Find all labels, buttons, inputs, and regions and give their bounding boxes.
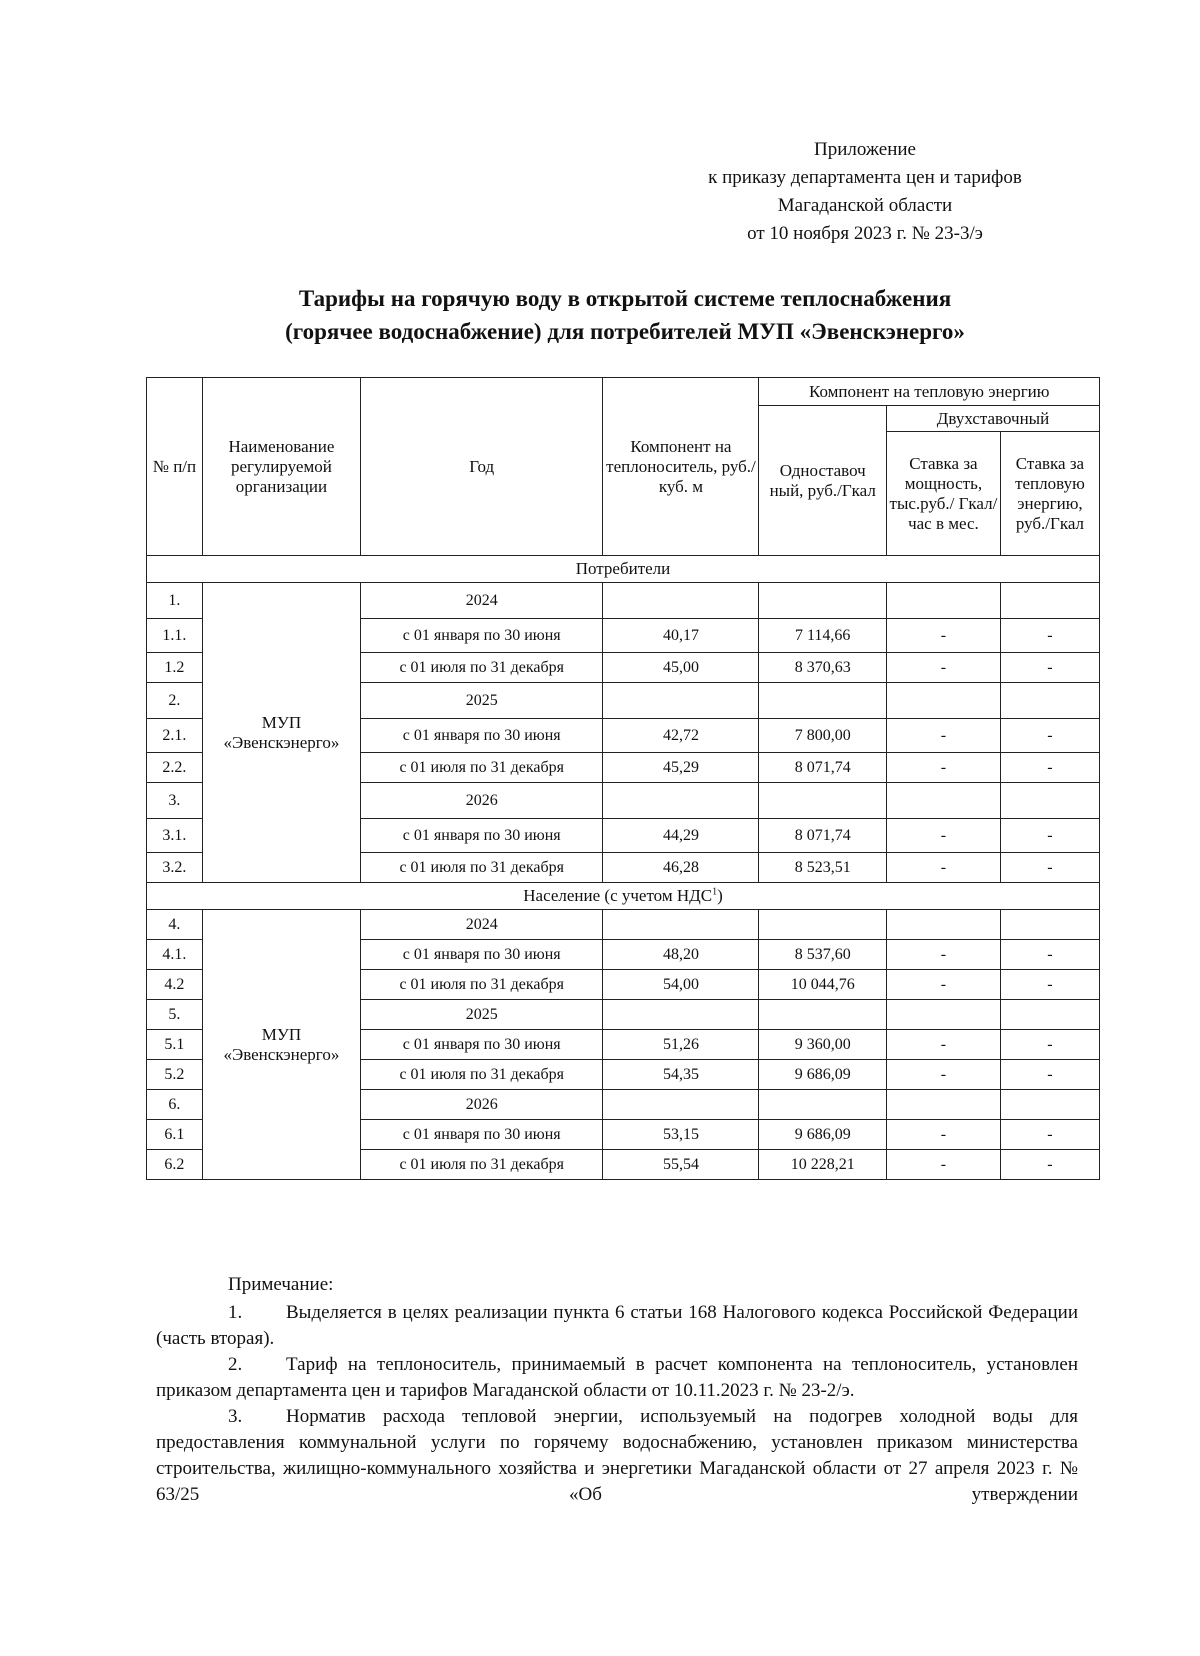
one-rate-value: 7 114,66 [759,619,887,653]
one-rate-value: 9 360,00 [759,1030,887,1060]
group-header-row [147,883,1100,910]
energy-rate-value [1000,1090,1099,1120]
carrier-value: 44,29 [603,819,759,853]
energy-rate-value: - [1000,753,1099,783]
header-organization: Наименование регулируемой организации [202,378,360,556]
energy-rate-value [1000,910,1099,940]
row-number: 2.2. [147,753,203,783]
energy-rate-value: - [1000,940,1099,970]
period-cell: с 01 июля по 31 декабря [360,853,602,883]
header-energy-rate: Ставка за тепловую энергию, руб./Гкал [1000,432,1099,556]
notes-section [156,1272,1078,1508]
note-item [156,1404,1078,1508]
capacity-rate-value [887,1090,1001,1120]
year-row [147,910,1100,940]
year-cell: 2025 [360,1000,602,1030]
carrier-value [603,1090,759,1120]
table-body [147,556,1100,1180]
period-cell: с 01 июля по 31 декабря [360,1150,602,1180]
row-number: 3.1. [147,819,203,853]
period-cell: с 01 января по 30 июня [360,1120,602,1150]
period-cell: с 01 января по 30 июня [360,1030,602,1060]
row-number: 5.1 [147,1030,203,1060]
notes-heading: Примечание: [228,1274,334,1295]
appendix-line-2: к приказу департамента цен и тарифов [708,167,1022,188]
carrier-value: 51,26 [603,1030,759,1060]
row-number: 1. [147,583,203,619]
one-rate-value: 10 044,76 [759,970,887,1000]
note-item [156,1300,1078,1352]
energy-rate-value [1000,583,1099,619]
period-cell: с 01 января по 30 июня [360,619,602,653]
header-year: Год [360,378,602,556]
row-number: 4. [147,910,203,940]
capacity-rate-value: - [887,619,1001,653]
carrier-value [603,783,759,819]
energy-rate-value: - [1000,1030,1099,1060]
one-rate-value: 8 071,74 [759,753,887,783]
header-heat-component: Компонент на тепловую энергию [759,378,1100,406]
year-cell: 2026 [360,783,602,819]
capacity-rate-value: - [887,819,1001,853]
appendix-line-1: Приложение [814,139,916,160]
group-label [147,883,1100,910]
carrier-value: 45,00 [603,653,759,683]
energy-rate-value [1000,683,1099,719]
row-number: 5. [147,1000,203,1030]
carrier-value: 40,17 [603,619,759,653]
group-label-text: Население (с учетом НДС [523,886,713,905]
period-cell: с 01 января по 30 июня [360,719,602,753]
note-text: Норматив расхода тепловой энергии, используемый на подогрев холодной воды для предоставления коммунальной услуги по горячему водоснабжению, установлен приказом министерства строительства, жилищно-коммунального хозяйства и энергетики Магаданской области от 27 апреля 2023 г. № 63/25 «Об утверждении [156,1406,1078,1505]
one-rate-value [759,683,887,719]
carrier-value: 53,15 [603,1120,759,1150]
table-header [147,378,1100,556]
capacity-rate-value [887,783,1001,819]
energy-rate-value [1000,783,1099,819]
carrier-value [603,683,759,719]
one-rate-value: 8 537,60 [759,940,887,970]
one-rate-value: 7 800,00 [759,719,887,753]
row-number: 6.1 [147,1120,203,1150]
carrier-value: 46,28 [603,853,759,883]
row-number: 4.2 [147,970,203,1000]
row-number: 3. [147,783,203,819]
capacity-rate-value [887,910,1001,940]
capacity-rate-value: - [887,970,1001,1000]
capacity-rate-value [887,1000,1001,1030]
carrier-value [603,583,759,619]
energy-rate-value: - [1000,1150,1099,1180]
carrier-value: 54,35 [603,1060,759,1090]
energy-rate-value: - [1000,1120,1099,1150]
row-number: 2.1. [147,719,203,753]
energy-rate-value: - [1000,1060,1099,1090]
year-cell: 2026 [360,1090,602,1120]
carrier-value: 54,00 [603,970,759,1000]
carrier-value [603,910,759,940]
carrier-value: 45,29 [603,753,759,783]
capacity-rate-value: - [887,1060,1001,1090]
title-line-1: Тарифы на горячую воду в открытой системе теплоснабжения [298,286,952,311]
one-rate-value: 9 686,09 [759,1120,887,1150]
period-cell: с 01 января по 30 июня [360,819,602,853]
carrier-value [603,1000,759,1030]
one-rate-value [759,783,887,819]
capacity-rate-value: - [887,1030,1001,1060]
row-number: 6. [147,1090,203,1120]
year-row [147,583,1100,619]
capacity-rate-value: - [887,719,1001,753]
row-number: 1.2 [147,653,203,683]
capacity-rate-value: - [887,1150,1001,1180]
carrier-value: 48,20 [603,940,759,970]
footnote-marker: 1 [712,886,718,898]
one-rate-value [759,583,887,619]
one-rate-value: 8 523,51 [759,853,887,883]
document-title [140,282,1110,348]
period-cell: с 01 июля по 31 декабря [360,1060,602,1090]
group-label-text: Потребители [575,559,671,578]
group-header-row [147,556,1100,583]
row-number: 4.1. [147,940,203,970]
row-number: 1.1. [147,619,203,653]
appendix-block [650,136,1080,248]
capacity-rate-value [887,583,1001,619]
capacity-rate-value: - [887,853,1001,883]
row-number: 5.2 [147,1060,203,1090]
title-line-2: (горячее водоснабжение) для потребителей МУП «Эвенскэнерго» [285,319,965,344]
header-one-rate: Одноставоч ный, руб./Гкал [759,406,887,556]
group-label [147,556,1100,583]
note-text: Тариф на теплоноситель, принимаемый в расчет компонента на теплоноситель, установлен приказом департамента цен и тарифов Магаданской области от 10.11.2023 г. № 23-2/э. [156,1354,1078,1401]
header-num: № п/п [147,378,203,556]
period-cell: с 01 июля по 31 декабря [360,753,602,783]
one-rate-value: 10 228,21 [759,1150,887,1180]
period-cell: с 01 июля по 31 декабря [360,653,602,683]
note-item [156,1352,1078,1404]
capacity-rate-value: - [887,940,1001,970]
one-rate-value [759,910,887,940]
year-cell: 2024 [360,583,602,619]
year-cell: 2024 [360,910,602,940]
appendix-line-4: от 10 ноября 2023 г. № 23-3/э [747,223,983,244]
appendix-line-3: Магаданской области [777,195,953,216]
row-number: 3.2. [147,853,203,883]
one-rate-value [759,1090,887,1120]
tariff-table [146,377,1100,1180]
carrier-value: 55,54 [603,1150,759,1180]
header-capacity-rate: Ставка за мощность, тыс.руб./ Гкал/час в мес. [887,432,1001,556]
energy-rate-value: - [1000,970,1099,1000]
note-number: 3. [228,1406,243,1427]
row-number: 2. [147,683,203,719]
energy-rate-value: - [1000,619,1099,653]
energy-rate-value: - [1000,719,1099,753]
note-text: Выделяется в целях реализации пункта 6 статьи 168 Налогового кодекса Российской Федерации (часть вторая). [156,1302,1078,1349]
one-rate-value: 9 686,09 [759,1060,887,1090]
note-number: 2. [228,1354,243,1375]
energy-rate-value: - [1000,819,1099,853]
group-label-tail: ) [717,886,723,905]
capacity-rate-value [887,683,1001,719]
one-rate-value: 8 071,74 [759,819,887,853]
energy-rate-value [1000,1000,1099,1030]
carrier-value: 42,72 [603,719,759,753]
period-cell: с 01 января по 30 июня [360,940,602,970]
year-cell: 2025 [360,683,602,719]
one-rate-value: 8 370,63 [759,653,887,683]
organization-name: МУП «Эвенскэнерго» [202,910,360,1180]
energy-rate-value: - [1000,853,1099,883]
energy-rate-value: - [1000,653,1099,683]
header-carrier-component: Компонент на теплоноситель, руб./куб. м [603,378,759,556]
capacity-rate-value: - [887,653,1001,683]
header-two-rate: Двухставочный [887,406,1100,432]
capacity-rate-value: - [887,1120,1001,1150]
period-cell: с 01 июля по 31 декабря [360,970,602,1000]
note-number: 1. [228,1302,243,1323]
capacity-rate-value: - [887,753,1001,783]
one-rate-value [759,1000,887,1030]
organization-name: МУП «Эвенскэнерго» [202,583,360,883]
row-number: 6.2 [147,1150,203,1180]
